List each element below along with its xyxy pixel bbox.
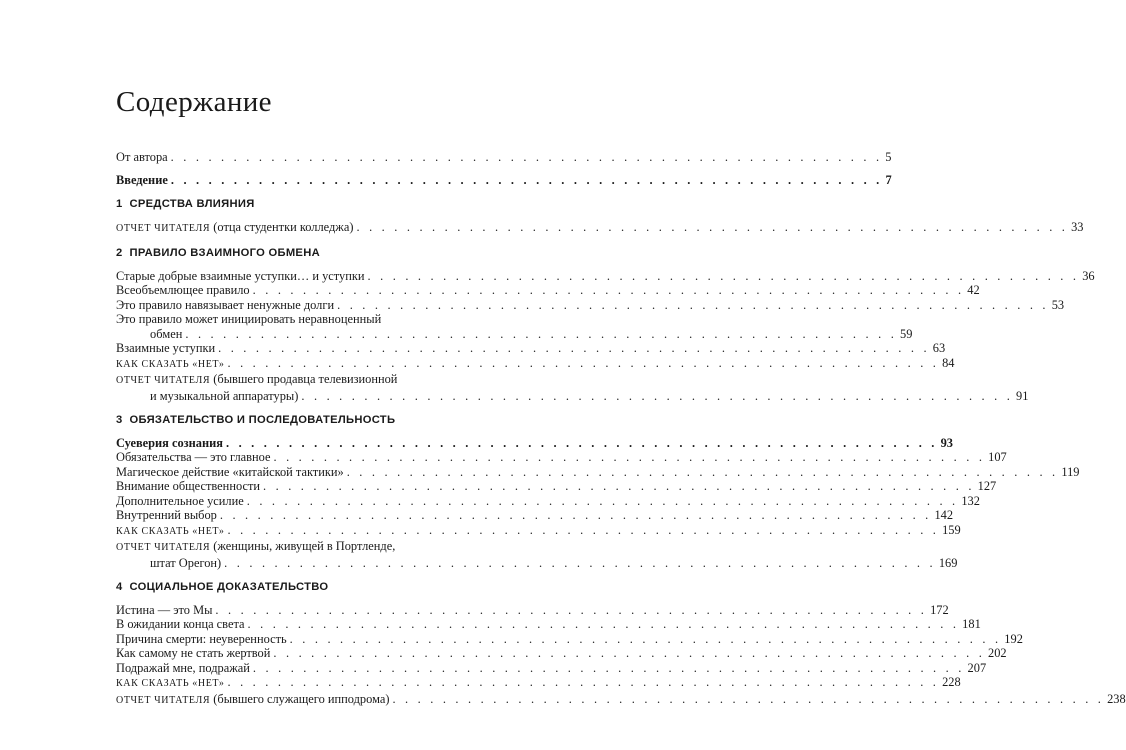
dot-leader: . . . . . . . . . . . . . . . . . . . . . . . . . . . . . . . . . . . . . . . . . . . . . . . . . . . . . . . . . — [273, 450, 986, 464]
toc-entry-page: 202 — [988, 646, 1007, 660]
dot-leader: . . . . . . . . . . . . . . . . . . . . . . . . . . . . . . . . . . . . . . . . . . . . . . . . . . . . . . . . . — [225, 435, 938, 450]
dot-leader: . . . . . . . . . . . . . . . . . . . . . . . . . . . . . . . . . . . . . . . . . . . . . . . . . . . . . . . . . — [273, 646, 986, 660]
toc-entry-label: Всеобъемлющее правило — [116, 283, 250, 297]
table-of-contents — [116, 150, 1126, 708]
toc-entry-page: 159 — [942, 522, 961, 537]
toc-entry-label: обмен — [150, 326, 183, 341]
toc-entry-label: штат Орегон) — [150, 555, 222, 570]
toc-entry-label: Как самому не стать жертвой — [116, 646, 271, 660]
toc-entry-introduction[interactable] — [116, 172, 892, 188]
dot-leader: . . . . . . . . . . . . . . . . . . . . . . . . . . . . . . . . . . . . . . . . . . . . . . . . . . . . . . . . . — [263, 479, 975, 493]
dot-leader: . . . . . . . . . . . . . . . . . . . . . . . . . . . . . . . . . . . . . . . . . . . . . . . . . . . . . . . . . — [346, 464, 1059, 479]
toc-entry-label: КАК СКАЗАТЬ «НЕТ» — [116, 358, 225, 370]
toc-entry-how-to-say-no[interactable] — [116, 675, 961, 692]
section-title: ПРАВИЛО ВЗАИМНОГО ОБМЕНА — [129, 247, 320, 259]
toc-entry-page: 132 — [961, 493, 980, 508]
toc-entry-label: Взаимные уступки — [116, 341, 216, 355]
toc-entry-page: 53 — [1051, 297, 1065, 312]
toc-entry-label: В ожидании конца света — [116, 617, 245, 631]
section-number: 1 — [116, 198, 123, 210]
toc-entry-reader-report[interactable] — [116, 691, 1126, 709]
dot-leader: . . . . . . . . . . . . . . . . . . . . . . . . . . . . . . . . . . . . . . . . . . . . . . . . . . . . . . . . . — [170, 172, 883, 187]
dot-leader: . . . . . . . . . . . . . . . . . . . . . . . . . . . . . . . . . . . . . . . . . . . . . . . . . . . . . . . . . — [252, 660, 965, 675]
toc-entry-label: Причина смерти: неуверенность — [116, 631, 287, 646]
toc-entry-label: Внутренний выбор — [116, 508, 217, 522]
toc-entry-label: Это правило навязывает ненужные долги — [116, 297, 335, 312]
dot-leader: . . . . . . . . . . . . . . . . . . . . . . . . . . . . . . . . . . . . . . . . . . . . . . . . . . . . . . . . . — [289, 631, 1002, 646]
toc-entry-label: Старые добрые взаимные уступки… и уступки — [116, 268, 365, 283]
toc-entry[interactable] — [116, 631, 1023, 647]
dot-leader: . . . . . . . . . . . . . . . . . . . . . . . . . . . . . . . . . . . . . . . . . . . . . . . . . . . . . . . . . — [224, 555, 936, 570]
toc-entry-label: Магическое действие «китайской тактики» — [116, 464, 344, 479]
dot-leader: . . . . . . . . . . . . . . . . . . . . . . . . . . . . . . . . . . . . . . . . . . . . . . . . . . . . . . . . . — [219, 508, 932, 522]
toc-entry-page: 59 — [900, 326, 913, 341]
toc-entry-label: Истина — это Мы — [116, 602, 213, 617]
toc-entry-page: 169 — [938, 555, 958, 570]
dot-leader: . . . . . . . . . . . . . . . . . . . . . . . . . . . . . . . . . . . . . . . . . . . . . . . . . . . . . . . . . — [301, 388, 1014, 403]
toc-entry-page: 192 — [1004, 631, 1023, 646]
toc-entry-label: (женщины, живущей в Портленде, — [213, 539, 396, 553]
dot-leader: . . . . . . . . . . . . . . . . . . . . . . . . . . . . . . . . . . . . . . . . . . . . . . . . . . . . . . . . . — [252, 283, 965, 297]
toc-entry-label: Введение — [116, 172, 168, 187]
dot-leader: . . . . . . . . . . . . . . . . . . . . . . . . . . . . . . . . . . . . . . . . . . . . . . . . . . . . . . . . . — [218, 341, 930, 355]
toc-entry-label: и музыкальной аппаратуры) — [150, 388, 299, 403]
toc-entry-label: КАК СКАЗАТЬ «НЕТ» — [116, 525, 225, 537]
toc-entry-page: 238 — [1107, 691, 1126, 706]
section-number: 3 — [116, 414, 123, 426]
toc-entry-page: 7 — [885, 172, 892, 187]
toc-entry[interactable] — [116, 464, 1080, 480]
toc-entry-page: 107 — [988, 450, 1007, 464]
toc-entry-page: 33 — [1071, 219, 1084, 234]
dot-leader: . . . . . . . . . . . . . . . . . . . . . . . . . . . . . . . . . . . . . . . . . . . . . . . . . . . . . . . . . — [392, 691, 1105, 706]
toc-entry-page: 36 — [1082, 268, 1095, 283]
dot-leader: . . . . . . . . . . . . . . . . . . . . . . . . . . . . . . . . . . . . . . . . . . . . . . . . . . . . . . . . . — [215, 602, 928, 617]
dot-leader: . . . . . . . . . . . . . . . . . . . . . . . . . . . . . . . . . . . . . . . . . . . . . . . . . . . . . . . . . — [227, 675, 940, 689]
toc-entry-line[interactable] — [116, 539, 456, 556]
dot-leader: . . . . . . . . . . . . . . . . . . . . . . . . . . . . . . . . . . . . . . . . . . . . . . . . . . . . . . . . . — [337, 297, 1049, 312]
reader-report-prefix: ОТЧЕТ ЧИТАТЕЛЯ — [116, 694, 211, 706]
toc-entry-label: Дополнительное усилие — [116, 493, 244, 508]
page-title: Содержание — [116, 86, 272, 118]
section-heading-2[interactable] — [116, 246, 456, 261]
toc-entry[interactable] — [116, 450, 1007, 465]
section-number: 2 — [116, 247, 123, 259]
toc-entry[interactable] — [116, 493, 980, 509]
toc-entry-label: (бывшего служащего ипподрома) — [213, 691, 390, 706]
section-title: СОЦИАЛЬНОЕ ДОКАЗАТЕЛЬСТВО — [129, 581, 329, 593]
toc-entry-page: 42 — [967, 283, 980, 297]
section-title: ОБЯЗАТЕЛЬСТВО И ПОСЛЕДОВАТЕЛЬНОСТЬ — [129, 414, 396, 426]
dot-leader: . . . . . . . . . . . . . . . . . . . . . . . . . . . . . . . . . . . . . . . . . . . . . . . . . . . . . . . . . — [367, 268, 1080, 283]
toc-entry[interactable] — [116, 283, 980, 298]
dot-leader: . . . . . . . . . . . . . . . . . . . . . . . . . . . . . . . . . . . . . . . . . . . . . . . . . . . . . . . . . — [227, 522, 940, 537]
toc-entry-label: Внимание общественности — [116, 479, 260, 493]
toc-entry-reader-report[interactable] — [116, 388, 1029, 404]
toc-entry-continuation[interactable] — [116, 326, 913, 342]
toc-entry-page: 93 — [940, 435, 953, 450]
section-heading-3[interactable] — [116, 413, 456, 428]
section-heading-1[interactable] — [116, 197, 456, 212]
toc-entry-label: Суеверия сознания — [116, 435, 223, 450]
toc-entry-how-to-say-no[interactable] — [116, 522, 961, 540]
toc-entry-page: 84 — [942, 355, 955, 370]
dot-leader: . . . . . . . . . . . . . . . . . . . . . . . . . . . . . . . . . . . . . . . . . . . . . . . . . . . . . . . . . — [170, 150, 883, 164]
toc-entry-page: 91 — [1016, 388, 1029, 403]
dot-leader: . . . . . . . . . . . . . . . . . . . . . . . . . . . . . . . . . . . . . . . . . . . . . . . . . . . . . . . . . — [227, 355, 940, 370]
toc-entry-page: 172 — [930, 602, 949, 617]
toc-entry[interactable] — [116, 660, 987, 676]
toc-entry-page: 127 — [977, 479, 997, 493]
toc-entry[interactable] — [116, 435, 953, 451]
toc-entry[interactable] — [116, 297, 1065, 313]
toc-entry-page: 63 — [932, 341, 946, 355]
reader-report-prefix: ОТЧЕТ ЧИТАТЕЛЯ — [116, 375, 211, 386]
dot-leader: . . . . . . . . . . . . . . . . . . . . . . . . . . . . . . . . . . . . . . . . . . . . . . . . . . . . . . . . . — [246, 493, 959, 508]
toc-entry-label: Обязательства — это главное — [116, 450, 271, 464]
toc-entry-page: 207 — [967, 660, 987, 675]
toc-entry[interactable] — [116, 508, 954, 523]
toc-entry-page: 181 — [962, 617, 981, 631]
toc-entry-line[interactable] — [116, 372, 456, 389]
dot-leader: . . . . . . . . . . . . . . . . . . . . . . . . . . . . . . . . . . . . . . . . . . . . . . . . . . . . . . . . . — [356, 219, 1069, 234]
toc-entry[interactable] — [116, 617, 981, 632]
toc-entry-label: (отца студентки колледжа) — [213, 219, 354, 234]
section-title: СРЕДСТВА ВЛИЯНИЯ — [129, 198, 255, 210]
reader-report-prefix: ОТЧЕТ ЧИТАТЕЛЯ — [116, 542, 211, 553]
toc-entry-page: 119 — [1061, 464, 1080, 479]
toc-entry-reader-report[interactable] — [116, 219, 1084, 237]
toc-entry[interactable] — [116, 602, 949, 618]
toc-entry[interactable] — [116, 268, 1095, 284]
toc-entry-from-author[interactable] — [116, 150, 892, 165]
toc-entry[interactable] — [116, 341, 946, 356]
toc-entry-label: От автора — [116, 150, 168, 164]
section-heading-4[interactable] — [116, 580, 456, 595]
dot-leader: . . . . . . . . . . . . . . . . . . . . . . . . . . . . . . . . . . . . . . . . . . . . . . . . . . . . . . . . . — [247, 617, 960, 631]
toc-entry-label: (бывшего продавца телевизионной — [213, 372, 398, 386]
toc-entry-page: 142 — [934, 508, 954, 522]
toc-entry-label: КАК СКАЗАТЬ «НЕТ» — [116, 678, 225, 689]
toc-entry-page: 5 — [885, 150, 892, 164]
toc-entry-page: 228 — [942, 675, 961, 689]
toc-entry-label: Подражай мне, подражай — [116, 660, 250, 675]
toc-entry-how-to-say-no[interactable] — [116, 355, 955, 373]
reader-report-prefix: ОТЧЕТ ЧИТАТЕЛЯ — [116, 222, 211, 234]
toc-entry[interactable] — [116, 646, 1007, 661]
toc-entry-line[interactable]: Это правило может инициировать неравноценный — [116, 312, 382, 326]
toc-entry[interactable] — [116, 479, 997, 494]
toc-entry-reader-report[interactable] — [116, 555, 958, 571]
section-number: 4 — [116, 581, 123, 593]
dot-leader: . . . . . . . . . . . . . . . . . . . . . . . . . . . . . . . . . . . . . . . . . . . . . . . . . . . . . . . . . — [185, 326, 897, 341]
